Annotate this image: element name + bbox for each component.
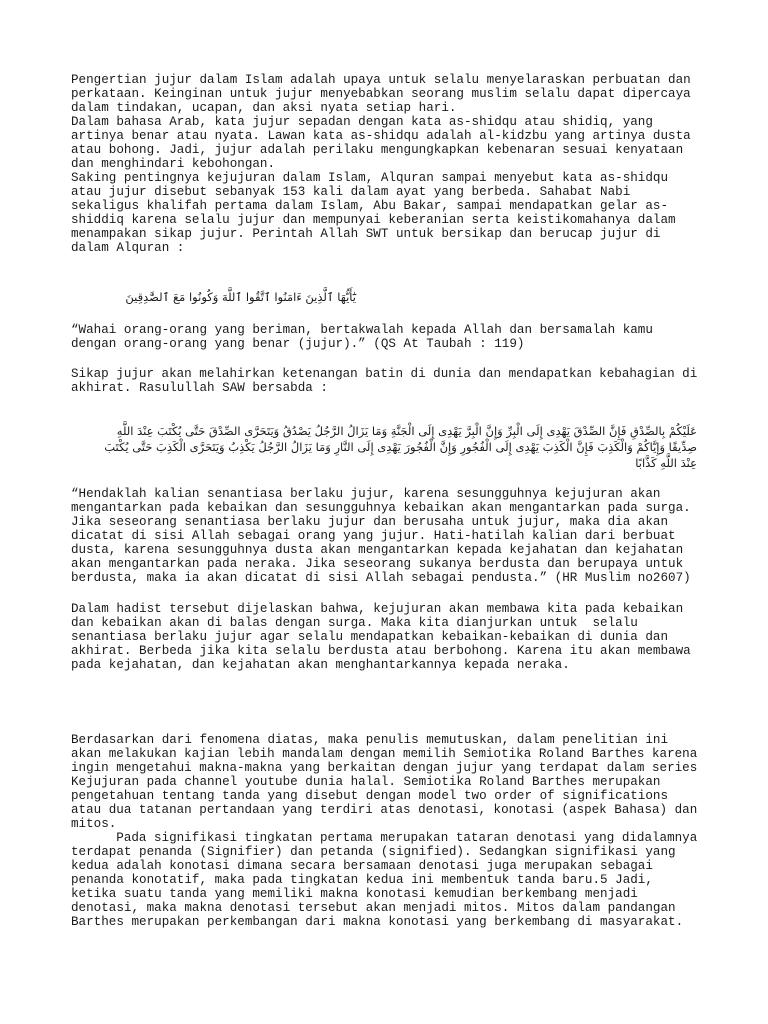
- text-line: Berdasarkan dari fenomena diatas, maka penulis memutuskan, dalam penelitian ini: [71, 733, 669, 747]
- text-line: mitos.: [71, 817, 117, 831]
- arabic-hadith-line: عَلَيْكُمْ بِالصِّدْقِ فَإِنَّ الصِّدْقَ يَهْدِى إِلَى الْبِرِّ وَإِنَّ الْبِرَّ يَهْدِى إِلَى الْجَنَّةِ وَمَا يَزَالُ الرَّجُلُ يَصْدُقُ وَيَتَحَرَّى الصِّدْقَ حَتَّى يُكْتَبَ عِنْدَ اللَّهِ: [116, 424, 697, 438]
- text-line: pada kejahatan, dan kejahatan akan menghantarkannya kepada neraka.: [71, 658, 570, 672]
- arabic-hadith-line: صِدِّيقًا وَإِيَّاكُمْ وَالْكَذِبَ فَإِنَّ الْكَذِبَ يَهْدِى إِلَى الْفُجُورِ وَإِنَّ الْفُجُورَ يَهْدِى إِلَى النَّارِ وَمَا يَزَالُ الرَّجُلُ يَكْذِبُ وَيَتَحَرَّى الْكَذِبَ حَتَّى يُكْتَبَ: [104, 440, 697, 454]
- text-line: perkataan. Keinginan untuk jujur menyebabkan seorang muslim selalu dapat dipercaya: [71, 87, 691, 101]
- text-line: senantiasa berlaku jujur agar selalu mendapatkan kebaikan-kebaikan di dunia dan: [71, 630, 669, 644]
- text-line: dan kebaikan akan di balas dengan surga. Maka kita dianjurkan untuk selalu: [71, 616, 638, 630]
- text-line: “Hendaklah kalian senantiasa berlaku jujur, karena sesungguhnya kejujuran akan: [71, 487, 661, 501]
- text-line: atau bohong. Jadi, jujur adalah perilaku mengungkapkan kebenaran sesuai kenyataan: [71, 143, 684, 157]
- text-line: mengantarkan pada kebaikan dan sesungguhnya kebaikan akan mengantarkan pada surga.: [71, 501, 691, 515]
- text-line: dusta, karena sesungguhnya dusta akan mengantarkan kepada kejahatan dan kejahatan: [71, 543, 684, 557]
- text-line: Dalam hadist tersebut dijelaskan bahwa, kejujuran akan membawa kita pada kebaikan: [71, 602, 684, 616]
- text-line: sekaligus khalifah pertama dalam Islam, Abu Bakar, sampai mendapatkan gelar as-: [71, 199, 669, 213]
- text-line: dicatat di sisi Allah sebagai orang yang jujur. Hati-hatilah kalian dari berbuat: [71, 529, 676, 543]
- text-line: Pada signifikasi tingkatan pertama merupakan tataran denotasi yang didalamnya: [71, 831, 698, 845]
- text-line: akan melakukan kajian lebih mandalam dengan memilih Semiotika Roland Barthes karena: [71, 747, 698, 761]
- text-line: Pengertian jujur dalam Islam adalah upaya untuk selalu menyelaraskan perbuatan dan: [71, 73, 691, 87]
- text-line: atau jujur disebut sebanyak 153 kali dalam ayat yang berbeda. Sahabat Nabi: [71, 185, 631, 199]
- text-line: penanda konotatif, maka pada tingkatan kedua ini membentuk tanda baru.5 Jadi,: [71, 873, 653, 887]
- text-line: ingin mengetahui makna-makna yang berkaitan dengan jujur yang terdapat dalam series: [71, 761, 698, 775]
- text-line: akan mengantarkan pada neraka. Jika seseorang sukanya berdusta dan berupaya untuk: [71, 557, 684, 571]
- text-line: shiddiq karena selalu jujur dan mempunyai keberanian serta keistikomahanya dalam: [71, 213, 676, 227]
- text-line: dan menghindari kebohongan.: [71, 157, 276, 171]
- text-line: “Wahai orang-orang yang beriman, bertakwalah kepada Allah dan bersamalah kamu: [71, 323, 653, 337]
- text-line: menampakan sikap jujur. Perintah Allah SWT untuk bersikap dan berucap jujur di: [71, 227, 661, 241]
- text-line: terdapat penanda (Signifier) dan petanda (signified). Sedangkan signifikasi yang: [71, 845, 676, 859]
- text-line: dalam tindakan, ucapan, dan aksi nyata setiap hari.: [71, 101, 457, 115]
- text-line: Kejujuran pada channel youtube dunia halal. Semiotika Roland Barthes merupakan: [71, 775, 661, 789]
- arabic-verse: يَٰٓأَيُّهَا ٱلَّذِينَ ءَامَنُوا ٱتَّقُوا ٱللَّهَ وَكُونُوا مَعَ ٱلصَّٰدِقِينَ: [125, 290, 356, 304]
- text-line: akhirat. Berbeda jika kita selalu berdusta atau berbohong. Karena itu akan membawa: [71, 644, 691, 658]
- text-line: atau dua tatanan pertandaan yang terdiri atas denotasi, konotasi (aspek Bahasa) dan: [71, 803, 698, 817]
- text-line: ketika suatu tanda yang memiliki makna konotasi kemudian berkembang menjadi: [71, 887, 638, 901]
- text-line: Jika seseorang senantiasa berlaku jujur dan berusaha untuk jujur, maka dia akan: [71, 515, 669, 529]
- text-line: kedua adalah konotasi dimana secara bersamaan denotasi juga merupakan sebagai: [71, 859, 653, 873]
- text-line: dengan orang-orang yang benar (jujur).” (QS At Taubah : 119): [71, 337, 525, 351]
- text-line: Sikap jujur akan melahirkan ketenangan batin di dunia dan mendapatkan kebahagian di: [71, 367, 698, 381]
- text-line: pengetahuan tentang tanda yang disebut dengan model two order of significations: [71, 789, 669, 803]
- text-line: denotasi, maka makna denotasi tersebut akan menjadi mitos. Mitos dalam pandangan: [71, 901, 676, 915]
- text-line: Barthes merupakan perkembangan dari makna konotasi yang berkembang di masyarakat.: [71, 915, 684, 929]
- text-line: Saking pentingnya kejujuran dalam Islam, Alquran sampai menyebut kata as-shidqu: [71, 171, 669, 185]
- text-line: artinya benar atau nyata. Lawan kata as-shidqu adalah al-kidzbu yang artinya dusta: [71, 129, 691, 143]
- text-line: berdusta, maka ia akan dicatat di sisi Allah sebagai pendusta.” (HR Muslim no2607): [71, 571, 691, 585]
- text-line: Dalam bahasa Arab, kata jujur sepadan dengan kata as-shidqu atau shidiq, yang: [71, 115, 653, 129]
- text-line: dalam Alquran :: [71, 241, 185, 255]
- text-line: akhirat. Rasulullah SAW bersabda :: [71, 381, 328, 395]
- arabic-hadith-line: عِنْدَ اللَّهِ كَذَّابًا: [635, 456, 697, 470]
